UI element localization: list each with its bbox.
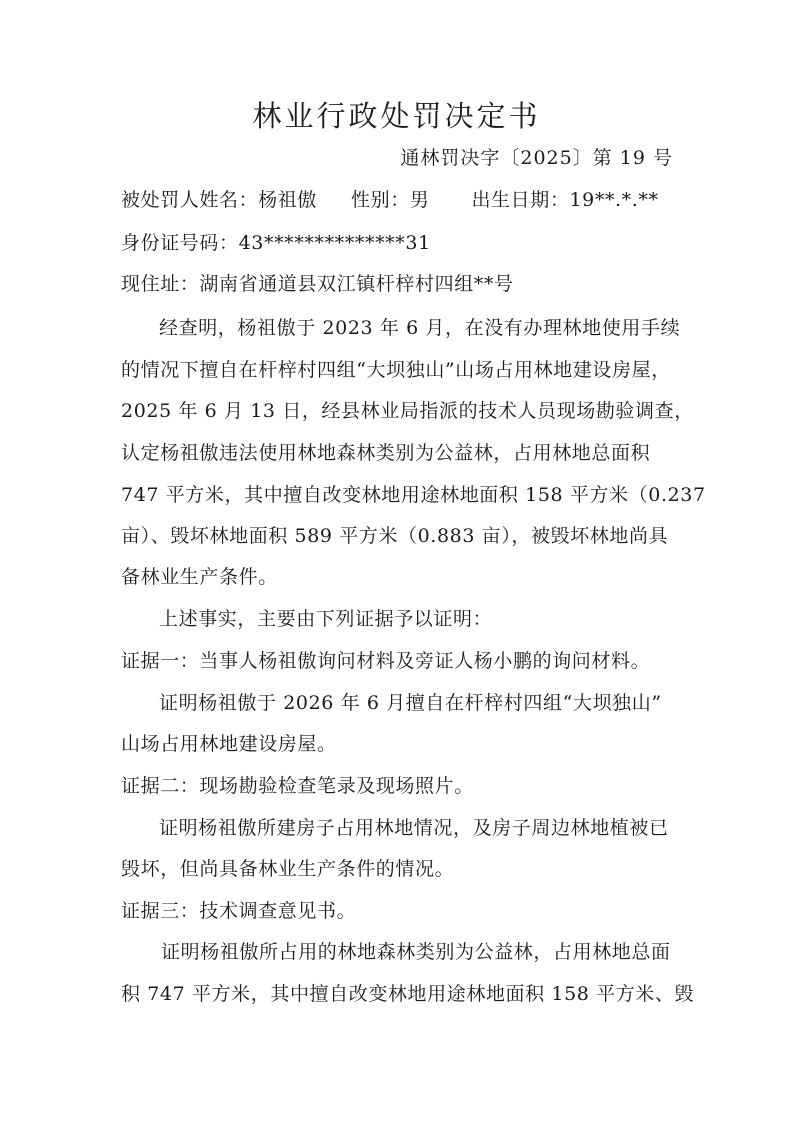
document-title: 林业行政处罚决定书 (252, 99, 541, 133)
party-name: 杨祖傲 (258, 189, 318, 211)
body-line: 2025 年 6 月 13 日，经县林业局指派的技术人员现场勘验调查， (121, 400, 694, 422)
body-line: 证明杨祖傲于 2026 年 6 月擅自在杆梓村四组“大坝独山” (159, 692, 662, 714)
body-line: 亩）、毁坏林地面积 589 平方米（0.883 亩），被毁坏林地尚具 (121, 525, 669, 547)
body-line: 毁坏，但尚具备林业生产条件的情况。 (121, 858, 455, 880)
body-line: 证明杨祖傲所建房子占用林地情况，及房子周边林地植被已 (159, 817, 669, 839)
name-label: 被处罚人姓名： (121, 189, 259, 211)
body-line: 的情况下擅自在杆梓村四组“大坝独山”山场占用林地建设房屋， (121, 359, 671, 381)
body-line: 747 平方米，其中擅自改变林地用途林地面积 158 平方米（0.237 (121, 484, 706, 506)
evidence-heading: 证据一：当事人杨祖傲询问材料及旁证人杨小鹏的询问材料。 (121, 650, 651, 672)
address-label: 现住址： (121, 273, 200, 295)
party-address: 湖南省通道县双江镇杆梓村四组**号 (199, 273, 514, 295)
id-line (121, 228, 681, 258)
body-line: 认定杨祖傲违法使用林地森林类别为公益林，占用林地总面积 (121, 442, 651, 464)
id-label: 身份证号码： (121, 232, 239, 254)
party-gender: 男 (409, 189, 430, 211)
address-line (121, 269, 681, 299)
party-info-line (121, 185, 681, 215)
party-birth: 19**.*.** (569, 189, 659, 211)
body-line: 积 747 平方米，其中擅自改变林地用途林地面积 158 平方米、毁 (121, 983, 695, 1005)
body-line: 证明杨祖傲所占用的林地森林类别为公益林，占用林地总面 (161, 941, 671, 963)
body-line: 山场占用林地建设房屋。 (121, 733, 337, 755)
body-line: 经查明，杨祖傲于 2023 年 6 月，在没有办理林地使用手续 (159, 317, 681, 339)
birth-label: 出生日期： (471, 189, 570, 211)
body-line: 备林业生产条件。 (121, 566, 278, 588)
evidence-heading: 证据三：技术调查意见书。 (121, 900, 357, 922)
body-line: 上述事实，主要由下列证据予以证明： (159, 608, 493, 630)
document-number: 通林罚决字〔2025〕第 19 号 (400, 147, 673, 169)
gender-label: 性别： (351, 189, 410, 211)
party-id: 43**************31 (238, 232, 431, 254)
evidence-heading: 证据二：现场勘验检查笔录及现场照片。 (121, 775, 474, 797)
